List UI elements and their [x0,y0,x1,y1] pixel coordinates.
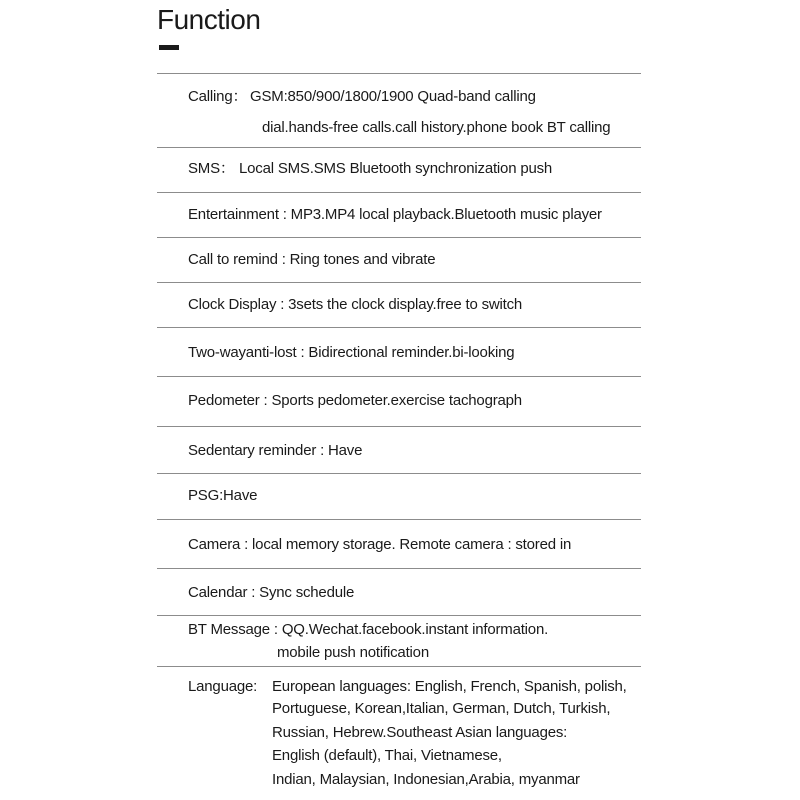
pedometer-row: Pedometer : Sports pedometer.exercise tachograph [188,392,522,409]
language-line: English (default), Thai, Vietnamese, [272,747,502,764]
divider [157,147,641,148]
sms-label: SMS： [188,160,235,177]
sedentary-row: Sedentary reminder : Have [188,442,363,459]
calling-value-line1: GSM:850/900/1800/1900 Quad-band calling [250,88,536,105]
camera-row: Camera : local memory storage. Remote camera : stored in [188,536,572,553]
calendar-row: Calendar : Sync schedule [188,584,355,601]
divider [157,327,641,328]
divider [157,473,641,474]
divider [157,615,641,616]
anti-lost-row: Two-wayanti-lost : Bidirectional reminder.bi-looking [188,344,515,361]
divider [157,568,641,569]
divider [157,519,641,520]
divider [157,666,641,667]
divider [157,426,641,427]
divider [157,282,641,283]
language-line: Portuguese, Korean,Italian, German, Dutch, Turkish, [272,700,611,717]
calling-label: Calling： [188,88,248,105]
divider [157,192,641,193]
sms-value: Local SMS.SMS Bluetooth synchronization push [239,160,553,177]
divider [157,73,641,74]
call-remind-row: Call to remind : Ring tones and vibrate [188,251,436,268]
psg-row: PSG:Have [188,487,258,504]
clock-display-row: Clock Display : 3sets the clock display.free to switch [188,296,523,313]
language-line: European languages: English, French, Spanish, polish, [272,678,627,695]
divider [157,237,641,238]
entertainment-row: Entertainment : MP3.MP4 local playback.Bluetooth music player [188,206,602,223]
title-underline-bar [159,45,179,50]
language-line: Indian, Malaysian, Indonesian,Arabia, myanmar [272,771,580,788]
calling-value-line2: dial.hands-free calls.call history.phone book BT calling [262,119,611,136]
bt-message-line2: mobile push notification [277,644,429,661]
divider [157,376,641,377]
language-label: Language: [188,678,258,695]
language-line: Russian, Hebrew.Southeast Asian languages: [272,724,568,741]
page-title: Function [157,4,261,35]
bt-message-line1: BT Message : QQ.Wechat.facebook.instant information. [188,621,549,638]
